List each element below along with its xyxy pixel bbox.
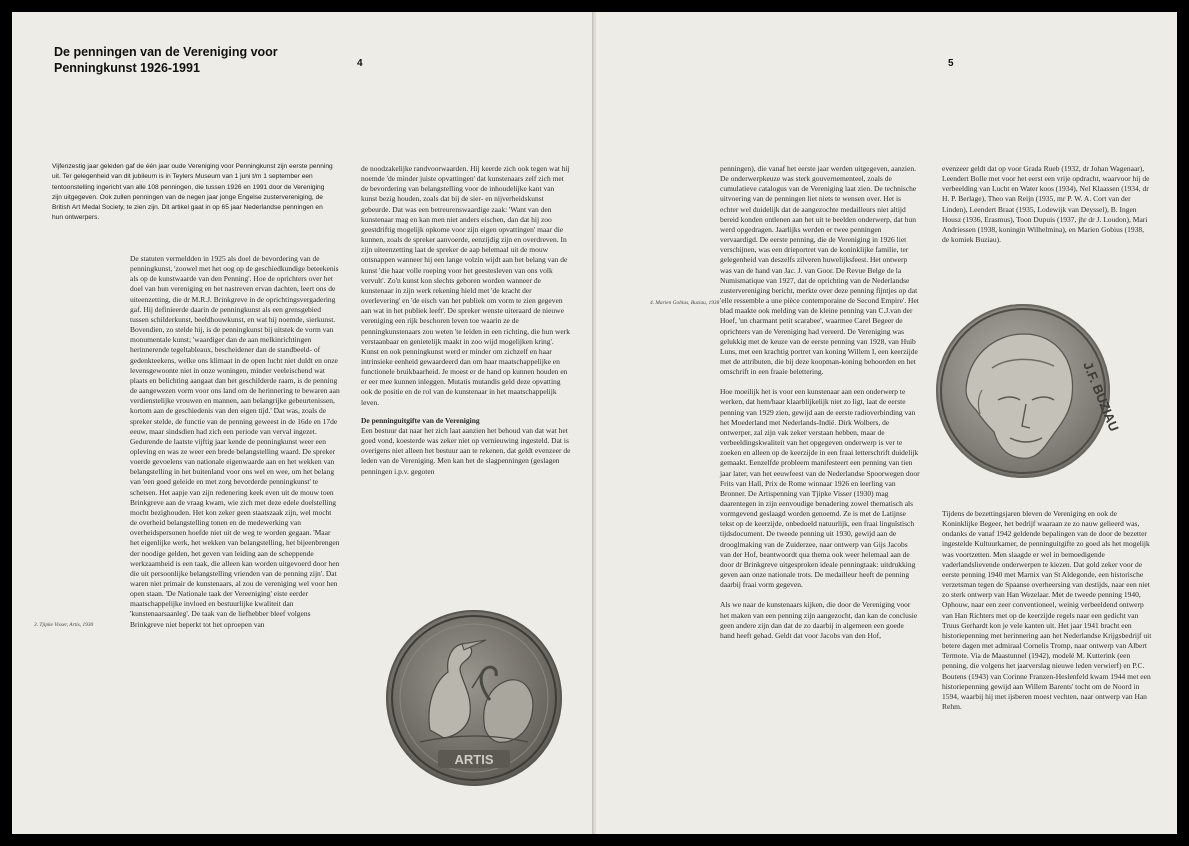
body-paragraph: Tijdens de bezettingsjaren bleven de Vereniging en ook de Koninklijke Begeer, het bedrijf waaraan ze zo nauw gelieerd was, ondanks de vanaf 1942 geldende bepalingen van de door de bezetter ingestelde Kultuurkamer, de penninguitgifte zo goed als het mogelijk was voortzetten. Men slaagde er wel in bemoedigende vaderlandslievende onderwerpen te kiezen. Dat gold zeker voor de eerste penning 1940 met Marnix van St Aldegonde, een historische verzetsman tegen de Spaanse overheersing van destijds, naar een niet zo sterk ontwerp van Han Wezelaar. Met de tweede penning 1940, Ophouw, naar een zeer conventioneel, weinig verbeeldend ontwerp van Han Richters met op de keerzijde regels naar een gedicht van Truus Gerhardt kon je vele kanten uit. Het jaar 1941 bracht een historiepenning met herinnering aan het Nederlandse Krijgsbedrijf uit betere dagen met admiraal Cornelis Tromp, naar ontwerp van Albert Termote. Via de Maastunnel (1942), modelé M. Kutterink (een penning, die volgens het jaarverslag nieuwe leden verwierf) en P.C. Boutens (1943) van Corinne Franzen-Heslenfeld kwam 1944 met een historiepenning gewijd aan Willem Barents' tocht om de Noord in 1594, waarbij hij met ijsberen moest vechten, naar ontwerp van Han Rehm. [942,509,1152,711]
right-column-1 [720,164,920,824]
body-paragraph: De statuten vermeldden in 1925 als doel de bevordering van de penningkunst, 'zoowel met het oog op de geschiedkundige beteekenis als op de kunstwaarde van den Penning'. Hoe de oprichters over het doel van hun vereniging en het nastreven ervan dachten, leert ons de uiteenzetting, die dr M.R.J. Brinkgreve in de oprichtingsvergadering gaf. Hij definieerde daarin de penningkunst als een grensgebied tussen schilderkunst, beeldhouwkunst, en wat hij noemde, sierkunst. Bovendien, zo stelde hij, is de penningkunst bij uitstek de vorm van monumentale kunst; 'waardiger dan de aan melkinrichtingen herinnerende tegeltableaux, bescheidener dan de standbeeld- of gedenkteekens, welke ons klimaat in de open lucht niet duldt en onze levensgewoonte niet in onze woningen, minder veeleischend wat plaats en belichting aangaat dan het geschilderde raam, is de penning de aangewezen vorm voor ons land om de herinnering te bewaren aan verdienstelijke vrouwen en mannen, aan belangrijke gebeurtenissen, kortom aan de geschiedenis van den eigen tijd.' Dat was, zoals de spreker stelde, de functie van de penning geweest in de 16de en 17de eeuw, maar sindsdien had zich een periode van verval ingezet. Gedurende de laatste vijftig jaar kende de penningkunst weer een opleving en was ze weer een brede belangstelling waard. De spreker voerde gevoelens van nationale eigenwaarde aan en het wekken van belangstelling in het buitenland voor ons wel en wee, om het belang van 'een goed geleide en met zorg bevorderde penningkunst' te schetsen. Het aapje van zijn redenering keek even uit de mouw toen Brinkgreve aan de vraag kwam, wie zich met deze edele doelstelling mocht bezighouden. Het kon zeker geen staatszaak zijn, wel mocht de overheid belangstelling tonen en de medewerking van overheidspersonen hoefde niet uit de weg te worden gegaan. 'Maar het eigenlijke werk, het wekken van belangstelling, het bijeenbrengen der noodige gelden, het geven van leiding aan de scheppende werkzaamheid is een taak, die alleen kan worden uitgevoerd door hen die uit persoonlijke belangstelling vrienden van de penning zijn'. Dat waren niet primair de kunstenaars, al zou de vereniging wel voor hen open staan. 'De Nationale taak der Vereeniging' eiste eerder maatschappelijke invloed en bestuurlijke kwaliteit dan 'kunstenaarsaanleg'. De taak van de liefhebber bleef volgens Brinkgreve niet beperkt tot het oproepen van [130,254,340,629]
title-line-2: Penningkunst 1926-1991 [54,61,200,75]
page-number-right: 5 [948,58,954,69]
caption-figure-3: 3. Tjipke Visser, Artis, 1930 [34,622,94,628]
artis-medal-image [386,610,562,786]
left-column-2 [361,164,571,604]
artis-medal-relief [386,610,562,786]
intro-paragraph: Vijfenzestig jaar geleden gaf de één jaar oude Vereniging voor Penningkunst zijn eerste penning uit. Ter gelegenheid van dit jubileum is in Teylers Museum van 1 juni t/m 1 september een tentoonstelling ingericht van alle 108 penningen, die tussen 1926 en 1991 door de Vereniging zijn uitgegeven. Ook zullen penningen van de negen jaar jonge Engelse zustervereniging, de British Art Medal Society, te zien zijn. Dit artikel gaat in op 65 jaar Nederlandse penningen en hun ontwerpers. [52,163,333,222]
body-paragraph: de noodzakelijke randvoorwaarden. Hij keerde zich ook tegen wat hij noemde 'de minder juiste opvattingen' dat kunstenaars zelf zich met de bevordering van belangstelling voor de inhoudelijke kant van kunst bezig houden, zoals dat bij de sier- en nijverheidskunst gebeurde. Dat was een betreurenswaardige zaak: 'Want van den kunstenaar mag en kan men niet anders eischen, dan dat hij zoo geestdriftig mogelijk opkome voor zijn eigen opvattingen' maar die kunnen, zoals de spreker aanvoerde, eenzijdig zijn en overdreven. In zijn uiteenzetting laat de spreker de aap helemaal uit de mouw ontsnappen wanneer hij een lange volzin wijdt aan het belang van de kunst 'die haar volle roeping voor het geestesleven van ons volk vervult'. Zo'n kunst kon slechts geboren worden wanneer de kunstenaar in zijn werk rekening hield met 'de kracht der overlevering' en 'de eisch van het publiek om vorm te zien gegeven aan wat in het publiek leeft'. De spreker wenste uiteraard de nieuwe vereniging een rijk beschoren leven toe waarin ze de penningkunstenaars zou weten 'te leiden in een richting, die hun werk verstaanbaar en genietelijk maakt in zoo wijd mogelijken kring'. [361,164,570,346]
title-line-1: De penningen van de Vereniging voor [54,45,278,59]
caption-figure-4: 4. Marien Gobius, Buziau, 1938 [650,300,720,306]
artis-inscription: ARTIS [454,752,494,767]
body-paragraph: Een bestuur dat naar het zich laat aanzien het behoud van dat wat het goed vond, koesterde was zeker niet op vernieuwing ingesteld. Dat is overigens niet alleen het bestuur aan te rekenen, dat geldt evenzeer de leden van de Vereniging. Men kan het de slagpenningen (geslagen penningen i.p.v. gegoten [361,425,571,476]
body-paragraph: Als we naar de kunstenaars kijken, die door de Vereniging voor het maken van een penning zijn aangezocht, dan kan de conclusie geen andere zijn dan dat de zo daarbij in algemeen een goede hand heeft gehad. Geldt dat voor Jacobs van den Hof, [720,600,918,640]
left-page [12,12,594,834]
body-paragraph: penningen), die vanaf het eerste jaar werden uitgegeven, aanzien. De onderwerpkeuze was sterk gouvernementeel, zoals de cumulatieve catalogus van de Vereniging laat zien. De technische uitvoering van de penningen liet niets te wensen over. Het is echter wel duidelijk dat de aangezochte medailleurs niet altijd bereid konden ontlenen aan het uit te beelden onderwerp, dat hun werd opgedragen. Jaarlijks werden er twee penningen vervaardigd. De eerste penning, die de Vereniging in 1926 liet verschijnen, was een drieportret van de koninklijke familie, ter gelegenheid van deszelfs zilveren huwelijksfeest. Het ontwerp was van de hand van Jac. J. van Goor. De Revue Belge de la Numismatique van 1927, dat de oprichting van de Nederlandse zustervereniging bericht, merkte over deze penning fijntjes op dat 'elle ressemble a une pièce contemporaine de Second Empire'. Het blad maakte ook melding van de kleine penning van C.J.van der Hoef, 'un charmant petit scarabee', waarmee Carel Begeer de oprichters van de Vereniging had vereerd. De Vereniging was gelukkig met de keuze van de eerste penning van 1928, van Huib Luns, met een krachtig portret van koning Willem I, een keerzijde met de attributen, die bij deze koopman-koning behoorden en het omschrift in een fraaie belettering. [720,164,919,377]
right-column-2-bottom [942,509,1154,827]
right-column-2-top [942,164,1152,294]
body-paragraph: Kunst en ook penningkunst werd er minder om zichzelf en haar intrinsieke eenheid gewaardeerd dan om haar maatschappelijke en functionele bruikbaarheid. Je moest er de hand op kunnen houden en er eer mee kunnen inleggen. Mutatis mutandis geld deze opvatting ook de positie en de rol van de kunstenaar in het maatschappelijk leven. [361,346,568,407]
article-title [54,44,334,76]
section-heading: De penninguitgifte van de Vereniging [361,415,480,425]
page-number-left: 4 [357,58,363,69]
left-column-1 [130,254,340,794]
buziau-medal-relief [936,304,1122,478]
body-paragraph: Hoe moeilijk het is voor een kunstenaar aan een onderwerp te werken, dat hem/haar klaarblijkelijk niet zo ligt, laat de eerste penning van 1929 zien, gewijd aan de eerste radioverbinding van het Moederland met Nederlands-Indië. Dirk Wolbers, de ontwerper, zal zijn vak zeker verstaan hebben, maar de verbeeldingskwaliteit van het opgegeven onderwerp is ver te zoeken en alleen op de keerzijde in een fraai letterschrift duidelijk gemaakt. Eenzelfde probleem manifesteert een penning van tien jaar later, van het eeuwfeest van de Nederlandse Spoorwegen door Frits van Hall, Prix de Rome winnaar 1926 en leerling van Bronner. De Artispenning van Tjipke Visser (1930) mag daarentegen in zijn eenvoudige benadering zowel thematisch als vormgevend geslaagd worden genoemd. Ze is met de Latijnse tekst op de keerzijde, onbedoeld natuurlijk, een fraai linguïstisch tijdsdocument. De tweede penning uit 1930, gewijd aan de drooglmaking van de Zuiderzee, naar ontwerp van Gijs Jacobs van der Hof, beantwoordt qua thema ook weer helemaal aan de door dr Brinkgreve uitgesproken ideale penningtaak: uitdrukking geven aan onze nationale trots. De medailleur heeft de penning daarbij fraai vorm gegeven. [720,387,920,590]
right-page [596,12,1177,834]
body-paragraph: evenzeer geldt dat op voor Grada Rueb (1932, dr Johan Wagenaar), Leendert Bolle met voor het eerst een vrije opdracht, waarvoor hij de verbeelding van Lucht en Water koos (1934), Nel Klaassen (1934, dr H. P. Berlage), Theo van Reijn (1935, mr P. W. A. Cort van der Linden), Leendert Braat (1935, Lodewijk van Deyssel), B. Ingen Housz (1936, Erasmus), Toon Dupuis (1937, jhr dr J. Loudon), Mari Andriessen (1938, koningin Wilhelmina), en Marien Gobius (1938, de komiek Buziau). [942,164,1150,245]
buziau-inscription: J.F. BUZIAU [1080,359,1122,434]
buziau-medal-image [936,304,1122,478]
